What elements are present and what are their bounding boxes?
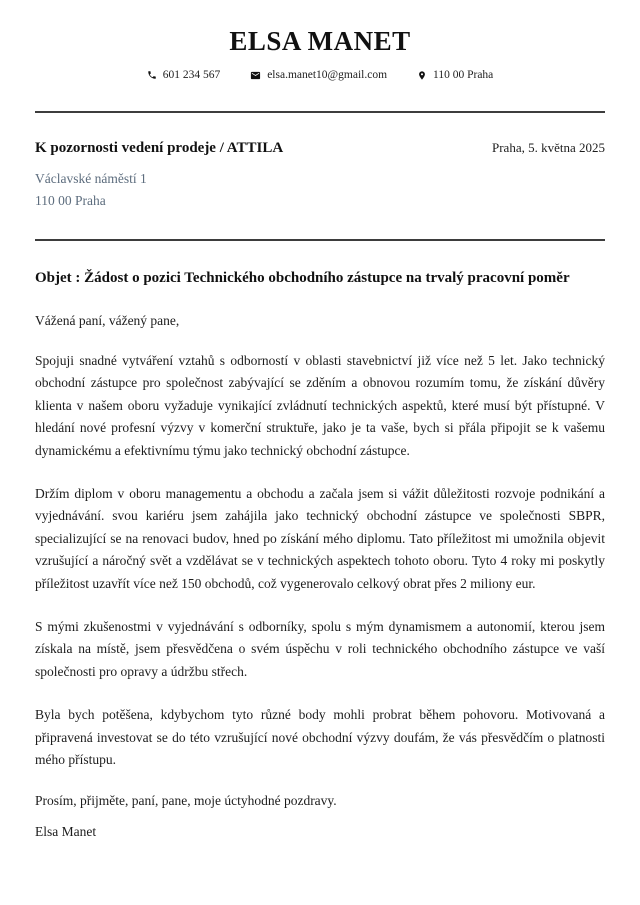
location-contact bbox=[417, 69, 493, 81]
top-divider bbox=[35, 111, 605, 113]
address-line-1: Václavské náměstí 1 bbox=[35, 171, 147, 186]
email-address: elsa.manet10@gmail.com bbox=[267, 69, 388, 81]
address-line-2: 110 00 Praha bbox=[35, 193, 106, 208]
sender-name: ELSA MANET bbox=[229, 26, 411, 56]
body-paragraph-4: Byla bych potěšena, kdybychom tyto různé body mohli probrat během pohovoru. Motivovaná a připravená investovat se do této vzrušující nové obchodní výzvy doufám, že vás přesvědčím o platnosti mého přístupu. bbox=[35, 707, 605, 768]
phone-icon bbox=[147, 70, 157, 80]
letter-date: Praha, 5. května 2025 bbox=[491, 140, 605, 155]
body-paragraph-1: Spojuji snadné vytváření vztahů s odborností v oblasti stavebnictví již více než 5 let. Jako technický obchodní zástupce pro společnost zabývající se zděním a obnovou rozumím tomu, že získání důvěry klienta v našem oboru vyžaduje vynikající zvládnutí technických aspektů, které musí být přístupné. V hledání nové profesní výzvy v komerční struktuře, jako je ta vaše, bych si přála připojit se k vašemu dynamickému a efektivnímu týmu jako technický obchodní zástupce. bbox=[35, 353, 605, 458]
recipient-row bbox=[35, 140, 605, 157]
map-pin-icon bbox=[417, 70, 427, 81]
contact-row bbox=[35, 69, 605, 81]
body-paragraph-2: Držím diplom v oboru managementu a obchodu a začala jsem si vážit důležitosti rozvoje podnikání a vyjednávání. svou kariéru jsem zahájila jako technický obchodní zástupce ve společnosti SBPR, specializující se na renovaci budov, hned po získání mého diplomu. Tato příležitost mi umožnila objevit vzrušující a náročný svět a vzdělávat se v technických aspektech tohoto oboru. Tyto 4 roky mi poskytly příležitost uzavřít více než 150 obchodů, což vygenerovalo celkový obrat přes 2 miliony eur. bbox=[35, 486, 605, 591]
envelope-icon bbox=[250, 70, 261, 81]
closing-line: Prosím, přijměte, paní, pane, moje úctyhodné pozdravy. bbox=[35, 792, 337, 808]
body-paragraph-3: S mými zkušenostmi v vyjednávání s odborníky, spolu s mým dynamismem a autonomií, kterou jsem získala na místě, jsem přesvědčena o svém úspěchu v roli technického obchodního zástupce ve vaší společnosti pro opravy a údržbu střech. bbox=[35, 619, 605, 679]
location-text: 110 00 Praha bbox=[433, 69, 494, 81]
second-divider bbox=[35, 239, 605, 241]
attention-line: K pozornosti vedení prodeje / ATTILA bbox=[35, 140, 284, 156]
subject-line: Objet : Žádost o pozici Technického obchodního zástupce na trvalý pracovní poměr bbox=[35, 270, 570, 286]
phone-number: 601 234 567 bbox=[162, 69, 221, 81]
greeting: Vážená paní, vážený pane, bbox=[35, 313, 180, 328]
email-contact bbox=[250, 69, 387, 81]
phone-contact bbox=[147, 69, 221, 81]
signature: Elsa Manet bbox=[35, 823, 97, 839]
recipient-address bbox=[35, 168, 605, 212]
